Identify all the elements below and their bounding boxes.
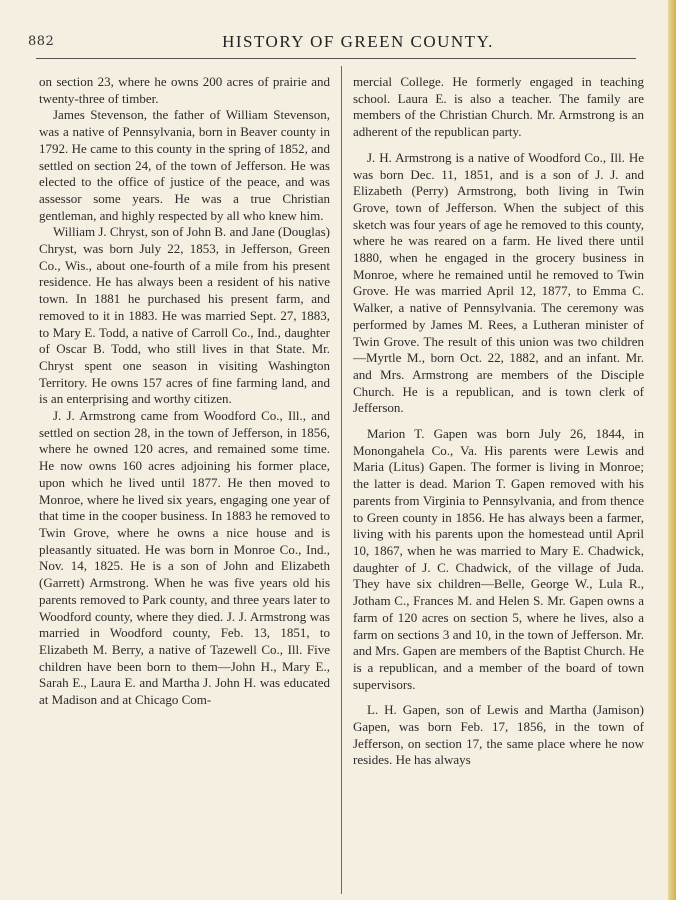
paragraph: L. H. Gapen, son of Lewis and Martha (Jamison) Gapen, was born Feb. 17, 1856, in the town of Jefferson, on section 17, the same place where he now resides. He has always: [353, 702, 644, 768]
paragraph: William J. Chryst, son of John B. and Jane (Douglas) Chryst, was born July 22, 1853, in Jefferson, Green Co., Wis., about one-fourth of a mile from his present residence. He has always been a resident of his native town. In 1881 he purchased his present farm, and removed to it in 1883. He was married Sept. 27, 1883, to Mary E. Todd, a native of Carroll Co., Ind., daughter of Oscar B. Todd, who still lives in that State. Mr. Chryst spent one season in visiting Washington Territory. He owns 157 acres of fine farming land, and is an enterprising and worthy citizen.: [39, 224, 330, 407]
left-column: [39, 74, 330, 709]
paragraph: J. J. Armstrong came from Woodford Co., Ill., and settled on section 28, in the town of Jefferson, in 1856, where he owned 120 acres, and remained some time. He now owns 160 acres adjoining his former place, upon which he lived until 1877. He then moved to Monroe, where he lived six years, engaging one year of that time in the cooper business. In 1883 he removed to Twin Grove, where he owns a nice house and is pleasantly situated. He was born in Monroe Co., Ind., Nov. 14, 1825. He is a son of John and Elizabeth (Garrett) Armstrong. When he was five years old his parents removed to Park county, and three years later to Woodford county, where they died. J. J. Armstrong was married in Woodford county, Feb. 13, 1851, to Elizabeth M. Berry, a native of Tazewell Co., Ill. Five children have been born to them—John H., Mary E., Sarah E., Laura E. and Martha J. John H. was educated at Madison and at Chicago Com-: [39, 408, 330, 708]
right-column: [353, 74, 644, 769]
page-edge: [668, 0, 676, 900]
paragraph: mercial College. He formerly engaged in teaching school. Laura E. is also a teacher. The family are members of the Christian Church. Mr. Armstrong is an adherent of the republican party.: [353, 74, 644, 140]
paragraph: J. H. Armstrong is a native of Woodford Co., Ill. He was born Dec. 11, 1851, and is a son of J. J. and Elizabeth (Perry) Armstrong, both living in Twin Grove, town of Jefferson. When the subject of this sketch was four years of age he removed to this county, where he was reared on a farm. He lived there until 1880, when he engaged in the grocery business in Monroe, where he remained until he removed to Twin Grove. He was married April 12, 1877, to Emma C. Walker, a native of Pennsylvania. The ceremony was performed by James M. Rees, a Lutheran minister of Twin Grove. The result of this union was two children—Myrtle M., born Oct. 22, 1882, and an infant. Mr. and Mrs. Armstrong are members of the Disciple Church. He is a republican, and is town clerk of Jefferson.: [353, 149, 644, 416]
column-divider: [341, 66, 342, 894]
paragraph: Marion T. Gapen was born July 26, 1844, in Monongahela Co., Va. His parents were Lewis and Maria (Litus) Gapen. The former is living in Monroe; the latter is dead. Marion T. Gapen removed with his parents from Virginia to Pennsylvania, and from thence to Green county in 1856. He has always been a farmer, living with his parents upon the homestead until April 10, 1867, when he was married to Mary E. Chadwick, daughter of J. C. Chadwick, of the village of Juda. They have six children—Belle, George W., Lula R., Jotham C., Frances M. and Helen S. Mr. Gapen owns a farm of 120 acres on section 5, where he lives, also a farm on sections 3 and 10, in the town of Jefferson. Mr. and Mrs. Gapen are members of the Baptist Church. He is a republican, and a member of the board of town supervisors.: [353, 426, 644, 692]
running-title: HISTORY OF GREEN COUNTY.: [222, 32, 494, 51]
header-rule: [36, 58, 636, 59]
paragraph: James Stevenson, the father of William Stevenson, was a native of Pennsylvania, born in Beaver county in 1792. He came to this county in the spring of 1852, and settled on section 24, of the town of Jefferson. He was elected to the office of justice of the peace, and was assessor some years. He was a true Christian gentleman, and highly respected by all who knew him.: [39, 107, 330, 223]
page-header: [0, 32, 676, 52]
paragraph: on section 23, where he owns 200 acres of prairie and twenty-three of timber.: [39, 74, 330, 106]
page-number: 882: [28, 34, 55, 49]
